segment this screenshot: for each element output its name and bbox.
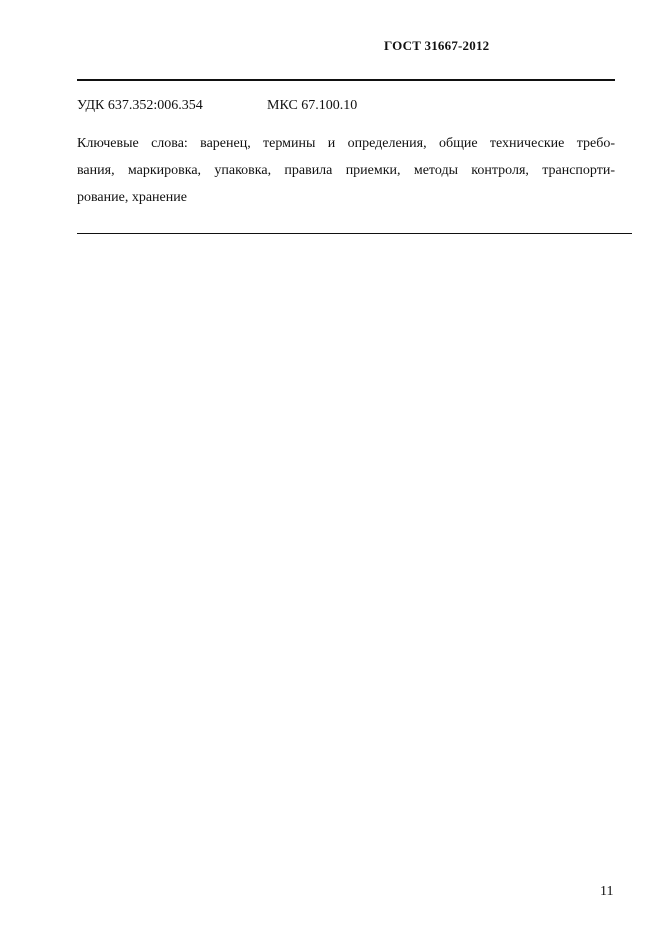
keywords-line: вания, маркировка, упаковка, правила приемки, методы контроля, транспорти-: [77, 163, 615, 178]
keywords-line: Ключевые слова: варенец, термины и определения, общие технические требо-: [77, 136, 615, 151]
page-number: 11: [600, 884, 614, 899]
mks-code: МКС 67.100.10: [267, 98, 358, 113]
bottom-divider: [77, 233, 632, 234]
standard-code-header: ГОСТ 31667-2012: [384, 38, 490, 53]
keywords-line: рование, хранение: [77, 190, 187, 205]
keywords-block: [77, 130, 615, 211]
top-divider: [77, 79, 615, 81]
udk-code: УДК 637.352:006.354: [77, 98, 203, 113]
